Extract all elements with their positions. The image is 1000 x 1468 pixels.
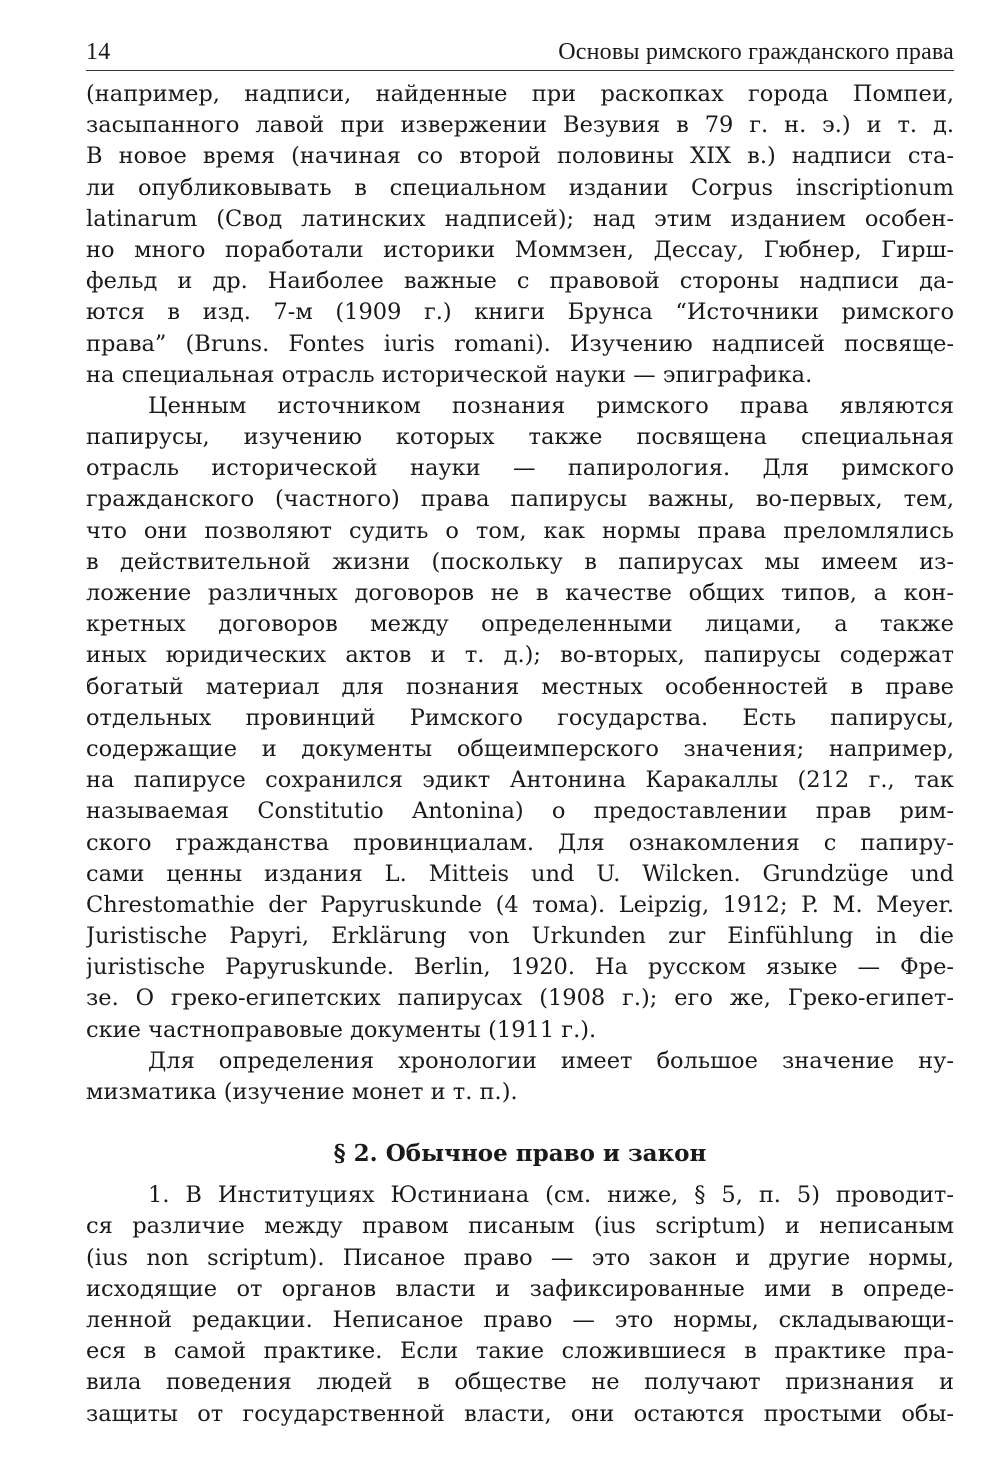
book-page — [86, 28, 954, 1430]
text-line: содержащие и документы общеимперского значения; например, — [86, 735, 954, 762]
text-line: в действительной жизни (поскольку в папирусах мы имеем из- — [86, 548, 954, 575]
text-line: отрасль исторической науки — папирология. Для римского — [86, 455, 954, 482]
running-header — [86, 28, 954, 71]
text-line: богатый материал для познания местных особенностей в праве — [86, 673, 954, 700]
text-line: но много поработали историки Моммзен, Дессау, Гюбнер, Гирш- — [86, 236, 954, 263]
text-line: вила поведения людей в обществе не получают признания и — [86, 1369, 954, 1396]
text-line: кретных договоров между определенными лицами, а также — [86, 611, 954, 638]
text-line: гражданского (частного) права папирусы важны, во-первых, тем, — [86, 486, 954, 513]
text-line: защиты от государственной власти, они остаются простыми обы- — [86, 1400, 954, 1427]
text-line: права” (Bruns. Fontes iuris romani). Изучению надписей посвяще- — [86, 330, 954, 357]
text-line: мизматика (изучение монет и т. п.). — [86, 1079, 518, 1105]
text-line: Juristische Papyri, Erklärung von Urkunden zur Einfühlung in die — [86, 923, 954, 950]
text-line: ленной редакции. Неписаное право — это нормы, складывающи- — [86, 1306, 954, 1333]
paragraph-institutions — [86, 1180, 954, 1430]
text-line: ложение различных договоров не в качестве общих типов, а кон- — [86, 580, 954, 606]
running-title: Основы римского гражданского права — [558, 39, 954, 65]
page-content — [86, 79, 954, 1430]
text-line: что они позволяют судить о том, как нормы права преломлялись — [86, 517, 954, 544]
text-line: на папирусе сохранился эдикт Антонина Каракаллы (212 г., так — [86, 767, 954, 794]
text-line: отдельных провинций Римского государства. Есть папирусы, — [86, 704, 954, 731]
text-line: засыпанного лавой при извержении Везувия в 79 г. н. э.) и т. д. — [86, 112, 954, 139]
text-line: juristische Papyruskunde. Berlin, 1920. На русском языке — Фре- — [86, 954, 954, 981]
text-line: Chrestomathie der Papyruskunde (4 тома). Leipzig, 1912; P. M. Meyer. — [86, 891, 954, 918]
text-line: Для определения хронологии имеет большое значение ну- — [148, 1047, 954, 1074]
text-line: исходящие от органов власти и зафиксированные ими в опреде- — [86, 1275, 954, 1302]
text-line: 1. В Институциях Юстиниана (см. ниже, § 5, п. 5) проводит- — [148, 1182, 954, 1209]
text-line: сами ценны издания L. Mitteis und U. Wilcken. Grundzüge und — [86, 860, 954, 887]
text-line: (например, надписи, найденные при раскопках города Помпеи, — [86, 81, 954, 107]
text-line: ются в изд. 7-м (1909 г.) книги Брунса “Источники римского — [86, 299, 954, 326]
text-line: (ius non scriptum). Писаное право — это закон и другие нормы, — [86, 1244, 954, 1271]
text-line: иных юридических актов и т. д.); во-вторых, папирусы содержат — [86, 642, 954, 669]
section-heading: § 2. Обычное право и закон — [333, 1140, 707, 1168]
text-line: ского гражданства провинциалам. Для ознакомления с папиру- — [86, 829, 954, 856]
paragraph-inscriptions — [86, 79, 954, 391]
text-line: еся в самой практике. Если такие сложившиеся в практике пра- — [86, 1338, 954, 1365]
text-line: называемая Constitutio Antonina) о предоставлении прав рим- — [86, 798, 954, 825]
text-line: папирусы, изучению которых также посвящена специальная — [86, 424, 954, 451]
text-line: ли опубликовывать в специальном издании Corpus inscriptionum — [86, 174, 954, 201]
text-line: Ценным источником познания римского права являются — [148, 392, 954, 419]
text-line: зе. О греко-египетских папирусах (1908 г.); его же, Греко-египет- — [86, 985, 954, 1012]
text-line: на специальная отрасль исторической науки — эпиграфика. — [86, 361, 813, 388]
text-line: ся различие между правом писаным (ius scriptum) и неписаным — [86, 1213, 954, 1240]
paragraph-numismatics — [86, 1046, 954, 1108]
text-line: фельд и др. Наиболее важные с правовой стороны надписи да- — [86, 268, 954, 295]
text-line: В новое время (начиная со второй половины XIX в.) надписи ста- — [86, 143, 954, 170]
text-line: ские частноправовые документы (1911 г.). — [86, 1016, 597, 1043]
paragraph-papyri — [86, 391, 954, 1046]
page-number: 14 — [86, 39, 111, 65]
text-line: latinarum (Свод латинских надписей); над этим изданием особен- — [86, 205, 954, 232]
